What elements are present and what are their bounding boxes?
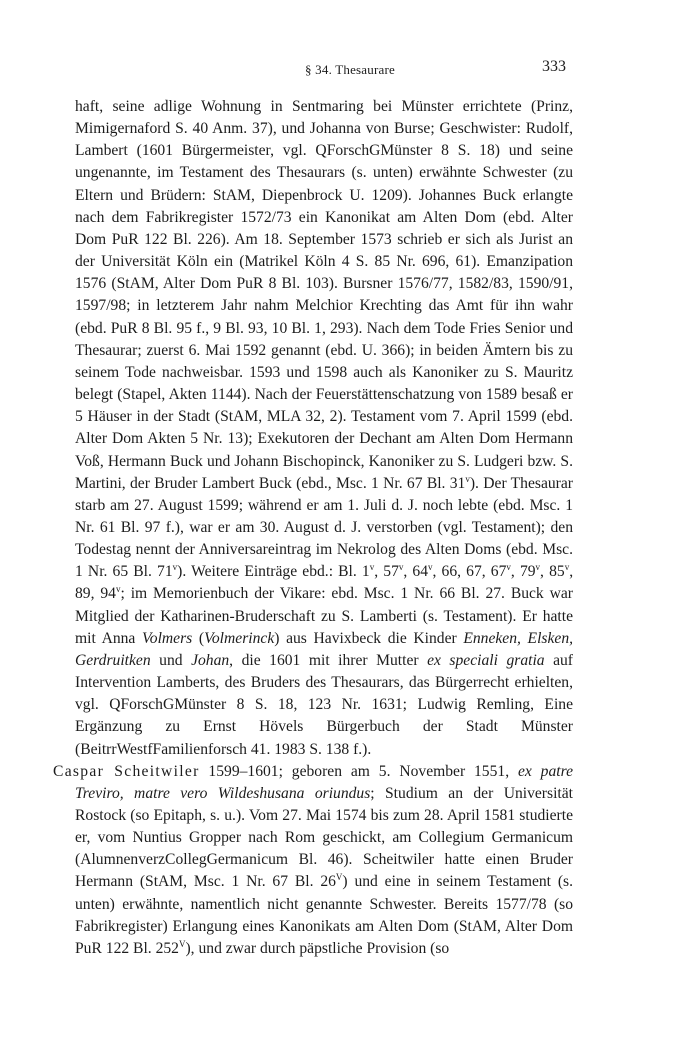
text-run: ). Der Thesaurar starb am 27. August 1599; während er am 1. Juli d. J. noch lebte (ebd. Msc. 1 Nr. 61 Bl. 97 f.), war er am 30. August d. J. verstorben (vgl. Testament); den Todestag nennt der Anniversareintrag im Nekrolog des Alten Doms (ebd. Msc. 1 Nr. 65 Bl. 71 <box>75 474 573 581</box>
text-run: , 66, 67, 67 <box>432 563 507 581</box>
italic-text: Johan <box>191 651 230 669</box>
superscript: v <box>428 562 433 573</box>
superscript: v <box>465 473 470 484</box>
running-head <box>0 58 700 82</box>
superscript: v <box>506 562 511 573</box>
text-run: ). Weitere Einträge ebd.: Bl. 1 <box>177 563 370 581</box>
text-run: , 89, 94 <box>75 563 574 603</box>
entry-caspar-scheitwiler <box>53 761 573 960</box>
text-run: ; im Memorienbuch der Vikare: ebd. Msc. 1 Nr. 66 Bl. 27. Buck war Mitglied der Katharinen-Bruderschaft zu S. Lamberti (s. Testament). Er hatte mit Anna <box>75 585 573 647</box>
text-run: auf Intervention Lamberts, des Bruders des Thesaurars, das Bürgerrecht erhielten, vgl. QForschGMünster 8 S. 18, 123 Nr. 1631; Ludwig Remling, Eine Ergänzung zu Ernst Hövels Bürgerbuch der Stadt Münster (BeitrrWestfFamilienforsch 41. 1983 S. 138 f.). <box>75 651 574 758</box>
text-run: , 57 <box>374 563 399 581</box>
body-text <box>53 96 573 960</box>
text-run: 1599–1601; geboren am 5. November 1551, <box>199 762 518 780</box>
italic-text: ex patre Treviro, matre vero Wildeshusana oriundus <box>75 762 573 802</box>
text-run: , 79 <box>510 563 536 581</box>
text-run: , 64 <box>403 563 429 581</box>
entry-johannes-buck-continued <box>53 96 573 761</box>
italic-text: Volmerinck <box>204 629 275 647</box>
text-run: , 85 <box>540 563 565 581</box>
text-run: haft, seine adlige Wohnung in Sentmaring bei Münster errichtete (Prinz, Mimigernaford S. 40 Anm. 37), und Johanna von Burse; Geschwister: Rudolf, Lambert (1601 Bürgermeister, vgl. QForschGMünster 8 S. 18) und seine ungenannte, im Testament des Thesaurars (s. unten) erwähnte Schwester (zu Eltern und Brüdern: StAM, Diepenbrock U. 1209). Johannes Buck erlangte nach dem Fabrikregister 1572/73 ein Kanonikat am Alten Dom (ebd. Alter Dom PuR 122 Bl. 226). Am 18. September 1573 schrieb er sich als Jurist an der Universität Köln ein (Matrikel Köln 4 S. 85 Nr. 696, 61). Emanzipation 1576 (StAM, Alter Dom PuR 8 Bl. 103). Bursner 1576/77, 1582/83, 1590/91, 1597/98; in letzterem Jahr nahm Melchior Krechting das Amt für ihn wahr (ebd. PuR 8 Bl. 95 f., 9 Bl. 93, 10 Bl. 1, 293). Nach dem Tode Fries Senior und Thesaurar; zuerst 6. Mai 1592 genannt (ebd. U. 366); in beiden Ämtern bis zu seinem Tode nachweisbar. 1593 und 1598 auch als Kanoniker zu S. Mauritz belegt (Stapel, Akten 1144). Nach der Feuerstättenschatzung von 1589 besaß er 5 Häuser in der Stadt (StAM, MLA 32, 2). Testament vom 7. April 1599 (ebd. Alter Dom Akten 5 Nr. 13); Exekutoren der Dechant am Alten Dom Hermann Voß, Hermann Buck und Johann Bischopinck, Kanoniker zu S. Ludgeri bzw. S. Martini, der Bruder Lambert Buck (ebd., Msc. 1 Nr. 67 Bl. 31 <box>75 98 573 492</box>
text-run: ), und zwar durch päpstliche Provision (so <box>185 939 450 957</box>
superscript: v <box>115 584 121 595</box>
superscript: v <box>172 562 178 573</box>
section-title: § 34. Thesaurare <box>305 62 395 77</box>
superscript: v <box>564 562 570 573</box>
superscript: v <box>398 562 404 573</box>
superscript: V <box>335 872 343 883</box>
superscript: v <box>535 562 541 573</box>
superscript: V <box>178 938 186 949</box>
text-run: ) und eine in seinem Testament (s. unten) erwähnte, namentlich nicht genannte Schwester. Bereits 1577/78 (so Fabrikregister) Erlangung eines Kanonikats am Alten Dom (StAM, Alter Dom PuR 122 Bl. 252 <box>75 873 573 957</box>
text-run: ) aus Havixbeck die Kinder <box>274 629 464 647</box>
text-run: , die 1601 mit ihrer Mutter <box>229 651 428 669</box>
text-run: und <box>150 651 192 669</box>
italic-text: Volmers <box>142 629 193 647</box>
italic-text: ex speciali gratia <box>427 651 545 669</box>
superscript: v <box>369 562 375 573</box>
italic-text: Enneken, Elsken, Gerdruitken <box>75 629 574 669</box>
page-number: 333 <box>542 58 566 75</box>
text-run: ( <box>192 629 205 647</box>
person-name: Caspar Scheitwiler <box>53 762 200 780</box>
text-run: ; Studium an der Universität Rostock (so Epitaph, s. u.). Vom 27. Mai 1574 bis zum 28. April 1581 studierte er, vom Nuntius Gropper nach Rom geschickt, am Collegium Germanicum (AlumnenverzCollegGermanicum Bl. 46). Scheitwiler hatte einen Bruder Hermann (StAM, Msc. 1 Nr. 67 Bl. 26 <box>75 784 573 891</box>
